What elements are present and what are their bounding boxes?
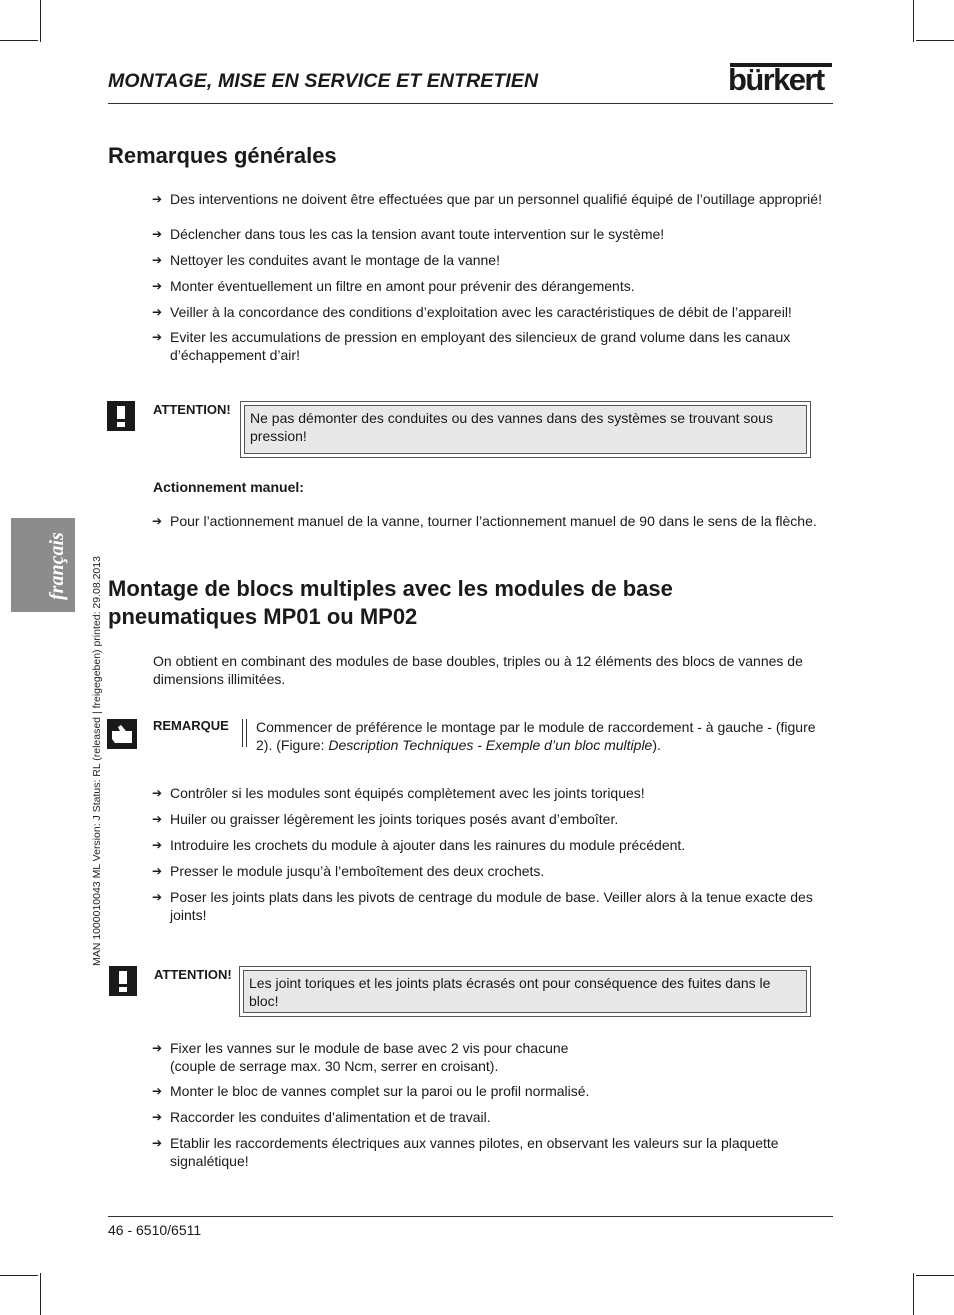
list-item: ➔ Fixer les vannes sur le module de base avec 2 vis pour chacune (couple de serrage max. 30 Ncm, serrer en croisant). [152,1040,569,1074]
crop-mark [40,0,41,42]
intro-paragraph: On obtient en combinant des modules de base doubles, triples ou à 12 éléments des blocs de vannes de dimensions illimitées. [153,653,803,687]
footer-rule [108,1216,833,1217]
crop-mark [916,1275,954,1276]
section-title-general-remarks: Remarques générales [108,143,337,168]
attention-box [240,401,811,458]
pointing-hand-icon [107,719,137,749]
arrow-icon: ➔ [152,192,163,206]
arrow-icon: ➔ [152,1110,163,1124]
arrow-icon: ➔ [152,890,163,904]
arrow-icon: ➔ [152,838,163,852]
header-rule [108,103,833,104]
attention-text: Ne pas démonter des conduites ou des vannes dans des systèmes se trouvant sous pression! [244,405,807,454]
remark-text: Commencer de préférence le montage par le module de raccordement - à gauche - (figure 2). (Figure: Description Techniques - Exemple d’un bloc multiple). [256,719,816,753]
language-tab-label: français [46,532,68,600]
burkert-logo [728,63,834,97]
attention-text: Les joint toriques et les joints plats écrasés ont pour conséquence des fuites dans le bloc! [243,970,807,1013]
arrow-icon: ➔ [152,864,163,878]
list-item: ➔ Pour l’actionnement manuel de la vanne, tourner l’actionnement manuel de 90 dans le sens de la flèche. [152,513,817,529]
list-item: ➔ Etablir les raccordements électriques aux vannes pilotes, en observant les valeurs sur la plaquette signalétique! [152,1135,779,1169]
arrow-icon: ➔ [152,279,163,293]
document-meta: MAN 1000010043 ML Version: J Status: RL (released | freigegeben) printed: 29.08.2013 [91,556,103,966]
crop-mark [40,1273,41,1315]
warning-icon [109,966,137,996]
warning-icon [107,401,135,431]
list-item: ➔ Eviter les accumulations de pression en employant des silencieux de grand volume dans les canaux d’échappement d’air! [152,329,791,363]
list-item: ➔ Nettoyer les conduites avant le montage de la vanne! [152,252,500,268]
manual-operation-heading: Actionnement manuel: [153,479,304,495]
attention-box [239,966,811,1017]
list-item: ➔ Introduire les crochets du module à ajouter dans les rainures du module précédent. [152,837,686,853]
list-item: ➔ Raccorder les conduites d’alimentation et de travail. [152,1109,491,1125]
arrow-icon: ➔ [152,227,163,241]
list-item: ➔ Monter le bloc de vannes complet sur la paroi ou le profil normalisé. [152,1083,590,1099]
remark-divider [242,719,243,747]
arrow-icon: ➔ [152,253,163,267]
arrow-icon: ➔ [152,514,163,528]
arrow-icon: ➔ [152,812,163,826]
arrow-icon: ➔ [152,305,163,319]
remark-divider [246,719,247,747]
crop-mark [913,1273,914,1315]
list-item: ➔ Déclencher dans tous les cas la tension avant toute intervention sur le système! [152,226,665,242]
section-title-multiple-blocks: Montage de blocs multiples avec les modules de base pneumatiques MP01 ou MP02 [108,576,673,629]
list-item: ➔ Des interventions ne doivent être effectuées que par un personnel qualifié équipé de l’outillage approprié! [152,191,822,207]
arrow-icon: ➔ [152,1084,163,1098]
list-item: ➔ Contrôler si les modules sont équipés complètement avec les joints toriques! [152,785,645,801]
arrow-icon: ➔ [152,1136,163,1150]
list-item: ➔ Presser le module jusqu’à l’emboîtement des deux crochets. [152,863,545,879]
attention-label: ATTENTION! [153,402,231,417]
list-item: ➔ Monter éventuellement un filtre en amont pour prévenir des dérangements. [152,278,635,294]
logo-text: bürkert [728,62,824,97]
arrow-icon: ➔ [152,330,163,344]
crop-mark [0,1275,38,1276]
page-number: 46 - 6510/6511 [108,1222,202,1238]
crop-mark [916,40,954,41]
arrow-icon: ➔ [152,786,163,800]
crop-mark [0,40,38,41]
crop-mark [913,0,914,42]
list-item: ➔ Veiller à la concordance des conditions d’exploitation avec les caractéristiques de débit de l’appareil! [152,304,792,320]
header-title: MONTAGE, MISE EN SERVICE ET ENTRETIEN [108,70,539,92]
arrow-icon: ➔ [152,1041,163,1055]
attention-label: ATTENTION! [154,967,232,982]
remark-label: REMARQUE [153,718,229,733]
list-item: ➔ Poser les joints plats dans les pivots de centrage du module de base. Veiller alors à la tenue exacte des joints! [152,889,813,923]
list-item: ➔ Huiler ou graisser légèrement les joints toriques posés avant d’emboîter. [152,811,619,827]
